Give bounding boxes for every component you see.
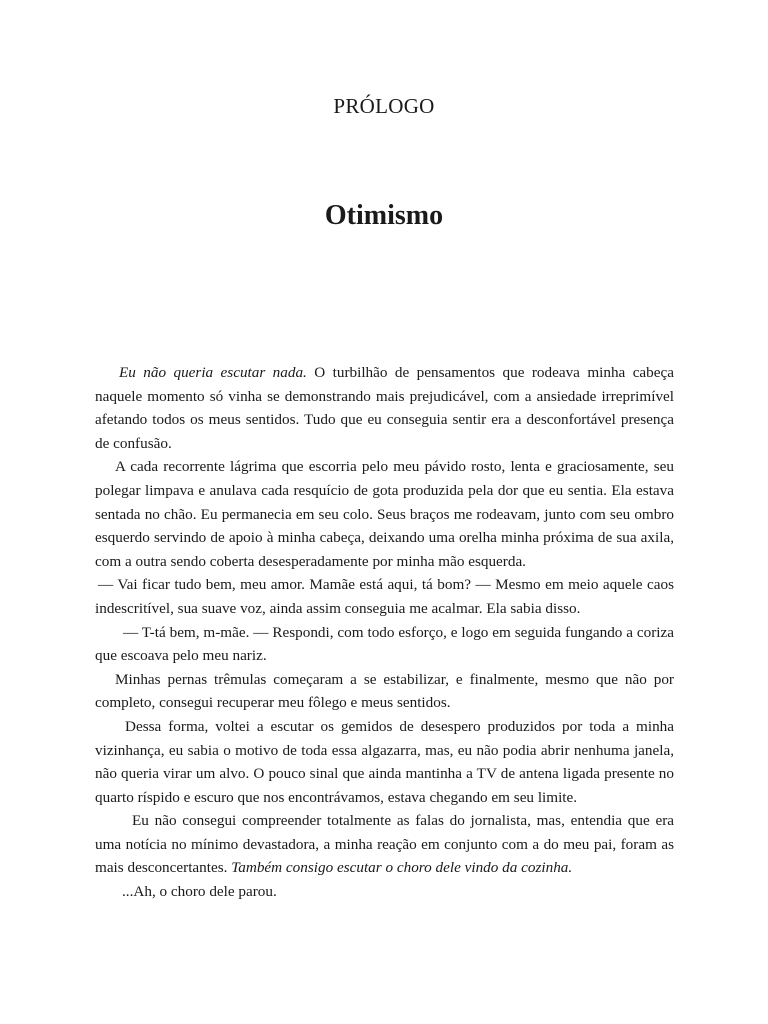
paragraph-text: Eu não consegui compreender totalmente as falas do jornalista, mas, entendia que era uma notícia no mínimo devastadora, a minha reação em conjunto com a do meu pai, foram as mais desconcertantes. — [95, 812, 674, 877]
paragraph — [95, 573, 674, 620]
paragraph — [95, 715, 674, 809]
paragraph — [95, 455, 674, 573]
chapter-body — [95, 361, 674, 904]
paragraph-text: Minhas pernas trêmulas começaram a se estabilizar, e finalmente, mesmo que não por completo, consegui recuperar meu fôlego e meus sentidos. — [95, 670, 674, 712]
paragraph — [95, 621, 674, 668]
paragraph-text: Dessa forma, voltei a escutar os gemidos de desespero produzidos por toda a minha vizinhança, eu sabia o motivo de toda essa algazarra, mas, eu não podia abrir nenhuma janela, não queria virar um alvo. O pouco sinal que ainda mantinha a TV de antena ligada presente no quarto ríspido e escuro que nos encontrávamos, estava chegando em seu limite. — [95, 717, 674, 806]
paragraph-text: ...Ah, o choro dele parou. — [122, 883, 277, 901]
paragraph-text: O turbilhão de pensamentos que rodeava minha cabeça naquele momento só vinha se demonstrando mais prejudicável, com a ansiedade irreprimível afetando todos os meus sentidos. Tudo que eu conseguia sentir era a desconfortável presença de confusão. — [95, 364, 674, 452]
paragraph — [95, 361, 674, 455]
italic-phrase: Eu não queria escutar nada. — [119, 364, 307, 381]
chapter-label: PRÓLOGO — [333, 94, 435, 118]
paragraph-text: — T-tá bem, m-mãe. — Respondi, com todo esforço, e logo em seguida fungando a coriza que escoava pelo meu nariz. — [95, 623, 674, 665]
paragraph-text: A cada recorrente lágrima que escorria pelo meu pávido rosto, lenta e graciosamente, seu polegar limpava e anulava cada resquício de gota produzida pela dor que eu sentia. Ela estava sentada no chão. Eu permanecia em seu colo. Seus braços me rodeavam, junto com seu ombro esquerdo servindo de apoio à minha cabeça, deixando uma orelha minha próxima de sua axila, com a outra sendo coberta desesperadamente por minha mão esquerda. — [95, 458, 674, 570]
italic-phrase: Também consigo escutar o choro dele vindo da cozinha. — [231, 859, 573, 877]
paragraph-text: — Vai ficar tudo bem, meu amor. Mamãe está aqui, tá bom? — Mesmo em meio aquele caos indescritível, sua suave voz, ainda assim conseguia me acalmar. Ela sabia disso. — [95, 576, 674, 617]
chapter-title: Otimismo — [324, 200, 444, 231]
paragraph — [95, 809, 674, 880]
paragraph — [95, 668, 674, 715]
paragraph — [95, 880, 674, 904]
